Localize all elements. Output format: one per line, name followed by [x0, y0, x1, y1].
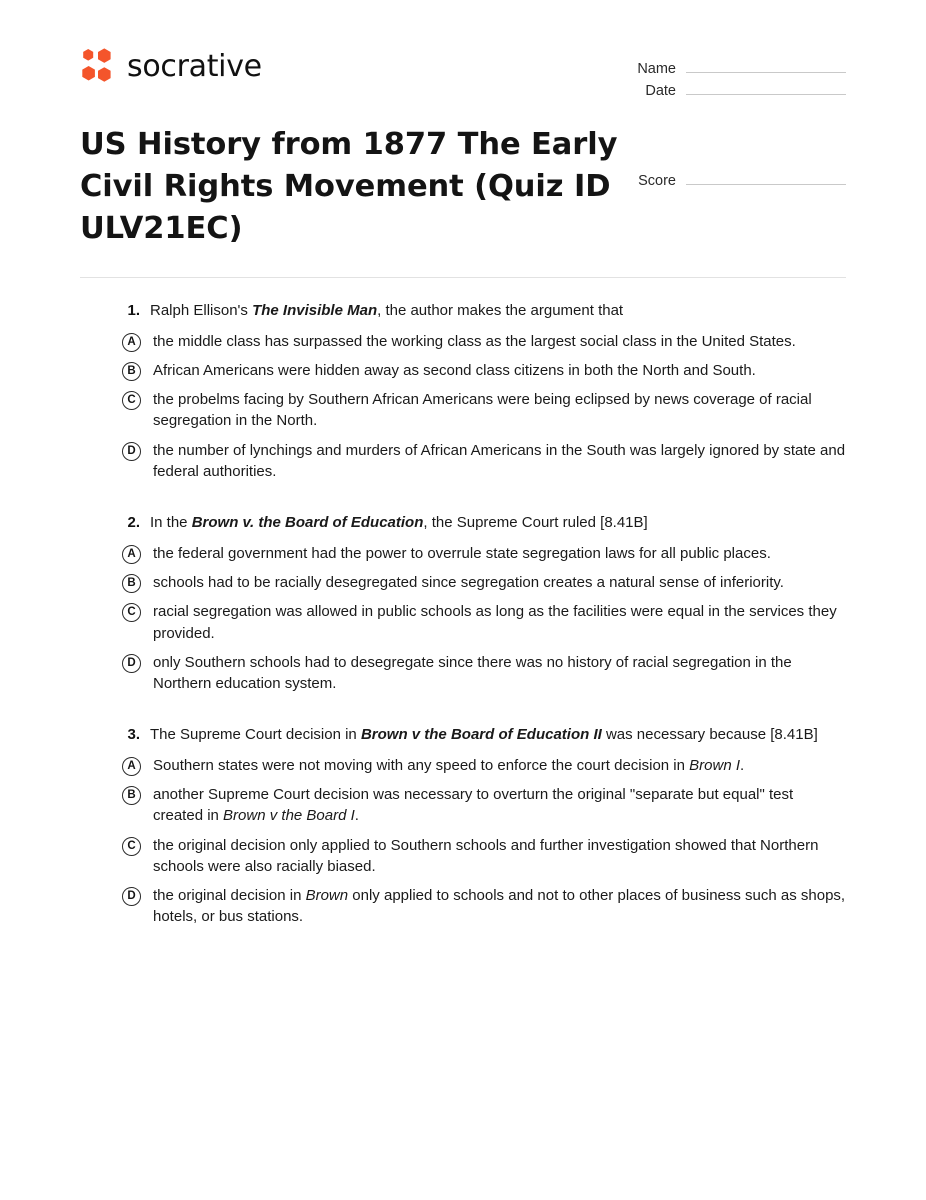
- question-item: [122, 512, 846, 694]
- question-list: [80, 300, 846, 928]
- option-text: African Americans were hidden away as second class citizens in both the North and South.: [153, 361, 756, 379]
- option-bubble-c[interactable]: C: [122, 837, 141, 856]
- option-text: only Southern schools had to desegregate since there was no history of racial segregation in the Northern education system.: [153, 653, 792, 693]
- question-stem: [122, 512, 846, 533]
- answer-option[interactable]: [122, 543, 846, 564]
- score-field-line[interactable]: [686, 184, 846, 185]
- option-bubble-d[interactable]: D: [122, 654, 141, 673]
- question-item: [122, 300, 846, 482]
- question-text: Ralph Ellison's The Invisible Man, the author makes the argument that: [150, 302, 624, 320]
- option-text: schools had to be racially desegregated since segregation creates a natural sense of inferiority.: [153, 573, 784, 591]
- option-text: another Supreme Court decision was necessary to overturn the original "separate but equal" test created in Brown v the Board I.: [153, 785, 794, 825]
- answer-option[interactable]: [122, 601, 846, 644]
- option-text: the original decision only applied to Southern schools and further investigation showed that Northern schools were also racially biased.: [153, 836, 819, 875]
- option-text: racial segregation was allowed in public schools as long as the facilities were equal in the services they provided.: [153, 603, 837, 642]
- question-number: 2.: [127, 514, 140, 532]
- score-field: [625, 124, 846, 188]
- option-bubble-a[interactable]: A: [122, 757, 141, 776]
- answer-option[interactable]: [122, 572, 846, 593]
- header-divider: [80, 277, 846, 278]
- option-bubble-a[interactable]: A: [122, 545, 141, 564]
- option-bubble-b[interactable]: B: [122, 786, 141, 805]
- option-text: the middle class has surpassed the working class as the largest social class in the United States.: [153, 332, 796, 350]
- date-field-row: [596, 76, 846, 98]
- question-number: 3.: [127, 726, 140, 744]
- question-stem: [122, 724, 846, 745]
- title-area: [80, 124, 846, 250]
- answer-option[interactable]: [122, 755, 846, 776]
- answer-option[interactable]: [122, 885, 846, 928]
- score-field-label: Score: [638, 172, 676, 189]
- name-field-line[interactable]: [686, 72, 846, 73]
- page-title: US History from 1877 The Early Civil Rights Movement (Quiz ID ULV21EC): [80, 127, 618, 247]
- socrative-wordmark: socrative: [127, 49, 262, 84]
- answer-option[interactable]: [122, 389, 846, 432]
- answer-option[interactable]: [122, 331, 846, 352]
- option-bubble-c[interactable]: C: [122, 603, 141, 622]
- option-text: Southern states were not moving with any speed to enforce the court decision in Brown I.: [153, 756, 745, 774]
- option-bubble-c[interactable]: C: [122, 391, 141, 410]
- option-text: the probelms facing by Southern African Americans were being eclipsed by news coverage of racial segregation in the North.: [153, 391, 812, 430]
- option-text: the original decision in Brown only applied to schools and not to other places of business such as shops, hotels, or bus stations.: [153, 887, 846, 926]
- answer-option[interactable]: [122, 652, 846, 695]
- question-text: The Supreme Court decision in Brown v the Board of Education II was necessary because [8.41B]: [150, 726, 818, 744]
- answer-option[interactable]: [122, 360, 846, 381]
- score-field-row: [625, 166, 846, 188]
- socrative-logo: [80, 44, 262, 88]
- option-bubble-d[interactable]: D: [122, 887, 141, 906]
- question-text: In the Brown v. the Board of Education, the Supreme Court ruled [8.41B]: [150, 514, 648, 532]
- option-bubble-d[interactable]: D: [122, 442, 141, 461]
- answer-option[interactable]: [122, 784, 846, 827]
- option-text: the number of lynchings and murders of African Americans in the South was largely ignored by state and federal authorities.: [153, 441, 846, 481]
- name-field-row: [596, 54, 846, 76]
- question-number: 1.: [127, 302, 140, 320]
- option-bubble-b[interactable]: B: [122, 574, 141, 593]
- answer-option[interactable]: [122, 440, 846, 483]
- page-header: [80, 0, 846, 98]
- answer-option[interactable]: [122, 835, 846, 878]
- date-field-line[interactable]: [686, 94, 846, 95]
- question-item: [122, 724, 846, 927]
- option-text: the federal government had the power to overrule state segregation laws for all public places.: [153, 544, 771, 562]
- option-bubble-a[interactable]: A: [122, 333, 141, 352]
- student-info-fields: [596, 44, 846, 98]
- question-stem: [122, 300, 846, 321]
- date-field-label: Date: [645, 82, 676, 99]
- name-field-label: Name: [637, 60, 676, 77]
- option-bubble-b[interactable]: B: [122, 362, 141, 381]
- socrative-hexagons-icon: [80, 48, 114, 84]
